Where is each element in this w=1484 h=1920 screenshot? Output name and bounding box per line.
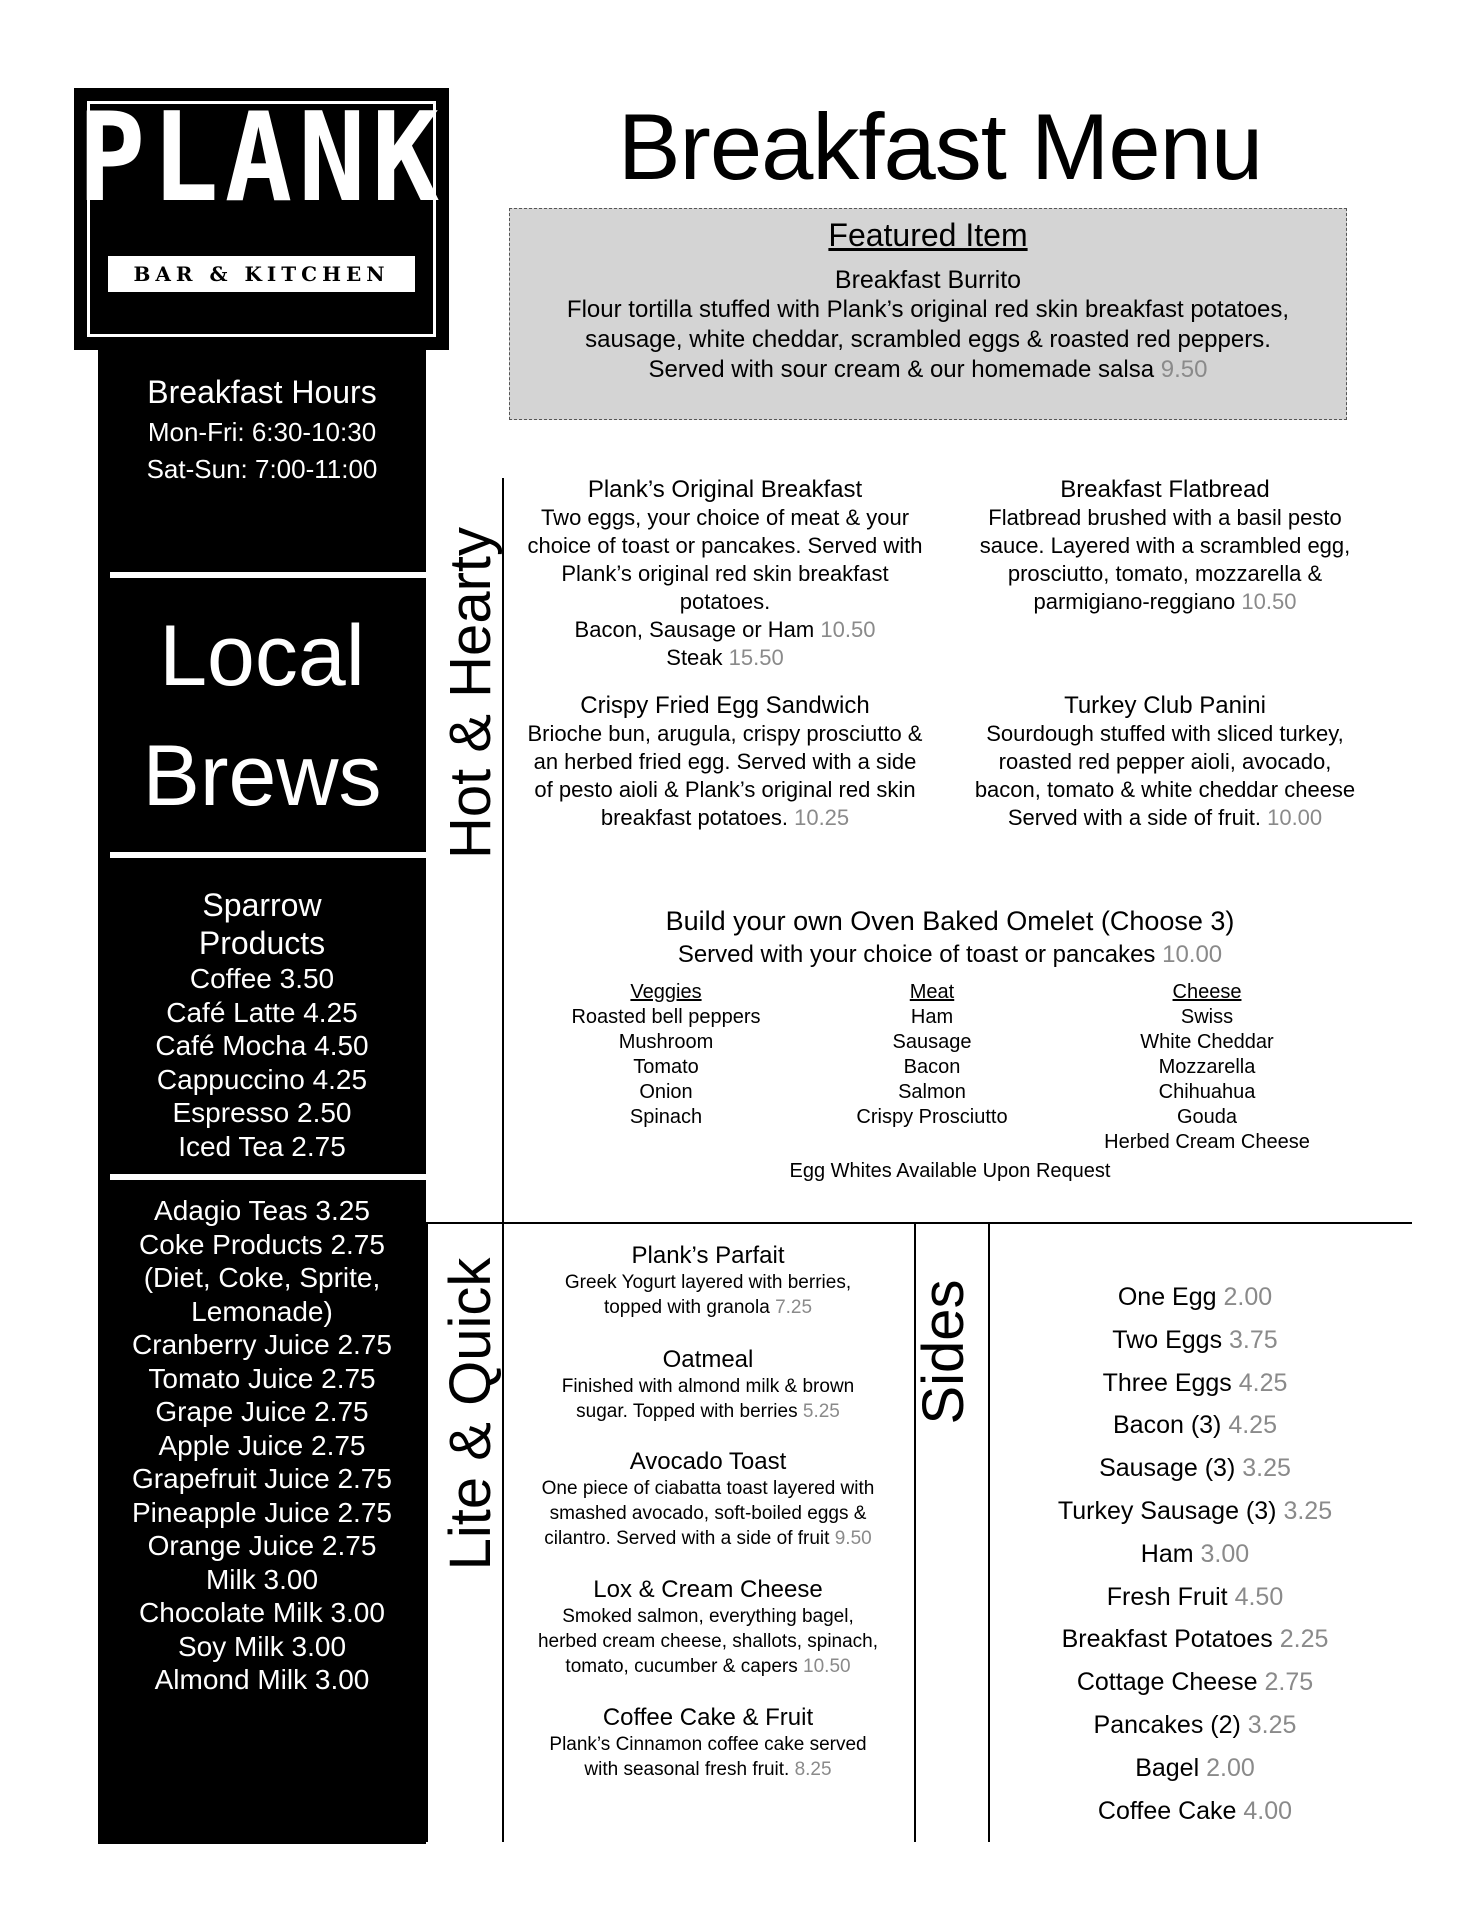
menu-item-name: Lox & Cream Cheese: [593, 1576, 823, 1603]
omelet-column-cheese: [1082, 980, 1332, 1155]
featured-price: 9.50: [1160, 356, 1208, 383]
side-name: Coffee Cake: [1097, 1796, 1237, 1825]
drink-item: Grapefruit Juice 2.75: [132, 1463, 392, 1494]
plank-logo: [74, 88, 449, 350]
menu-item-desc-text: sugar. Topped with berries: [576, 1401, 798, 1422]
option-text: Bacon, Sausage or Ham: [574, 617, 815, 642]
side-price: 4.25: [1238, 1368, 1288, 1397]
menu-item-desc: sauce. Layered with a scrambled egg,: [979, 533, 1351, 558]
menu-item: [950, 692, 1380, 832]
omelet-option: Swiss: [1180, 1006, 1234, 1028]
omelet-option: Mozzarella: [1158, 1056, 1256, 1078]
menu-item-desc: roasted red pepper aioli, avocado,: [998, 749, 1332, 774]
menu-item-price: 10.00: [1267, 805, 1323, 830]
menu-item-desc: [955, 588, 1375, 616]
side-item: [1010, 1362, 1380, 1405]
drink-item: Tomato Juice 2.75: [148, 1362, 376, 1394]
sparrow-products: [98, 886, 426, 1163]
omelet-column-veggies: [541, 980, 791, 1130]
menu-item-price: 10.25: [794, 805, 850, 830]
side-item: [1010, 1576, 1380, 1619]
omelet-option: Onion: [639, 1081, 693, 1103]
menu-item-desc: [508, 1526, 908, 1551]
logo-tagline: BAR & KITCHEN: [108, 256, 415, 292]
menu-item-price: 15.50: [728, 645, 784, 670]
omelet-option: Salmon: [898, 1081, 966, 1103]
featured-desc-line: sausage, white cheddar, scrambled eggs & roasted red peppers.: [585, 326, 1271, 353]
side-item: [1010, 1790, 1380, 1833]
menu-item: [508, 1576, 908, 1679]
side-price: 3.25: [1242, 1454, 1291, 1483]
omelet-section: [510, 906, 1390, 969]
menu-item-price: 8.25: [794, 1759, 832, 1780]
sparrow-title: Products: [198, 925, 326, 961]
section-label-lite-quick: Lite & Quick: [438, 1257, 503, 1571]
menu-item-name: Plank’s Original Breakfast: [587, 476, 863, 503]
menu-item-desc: Brioche bun, arugula, crispy prosciutto &: [527, 721, 923, 746]
sparrow-title: Sparrow: [202, 887, 322, 923]
drink-item: Coke Products 2.75: [139, 1228, 385, 1260]
drink-item: (Diet, Coke, Sprite,: [143, 1262, 381, 1293]
side-price: 3.25: [1247, 1710, 1297, 1739]
menu-item-name: Avocado Toast: [629, 1448, 787, 1475]
omelet-column-heading: Veggies: [630, 981, 702, 1003]
menu-item: [510, 476, 940, 672]
menu-item: [505, 692, 945, 832]
menu-item-desc: Two eggs, your choice of meat & your: [540, 505, 910, 530]
side-price: 2.25: [1279, 1625, 1329, 1654]
menu-item-price: 10.50: [1241, 589, 1297, 614]
omelet-column-meat: [807, 980, 1057, 1130]
drink-item: Café Latte 4.25: [166, 996, 358, 1028]
sidebar-divider: [110, 572, 426, 578]
omelet-price: 10.00: [1162, 941, 1223, 968]
featured-desc-line: [510, 355, 1346, 385]
section-divider-vertical: [426, 1222, 428, 1842]
omelet-option: Bacon: [903, 1056, 961, 1078]
menu-item: [955, 476, 1375, 616]
menu-item-desc: Smoked salmon, everything bagel,: [562, 1606, 854, 1627]
logo-name: PLANK: [77, 86, 446, 230]
side-item: [1010, 1618, 1380, 1661]
sides-list: [1010, 1276, 1380, 1832]
side-item: [1010, 1533, 1380, 1576]
side-item: [1010, 1490, 1380, 1533]
menu-item-desc-text: breakfast potatoes.: [600, 805, 788, 830]
menu-item-desc: potatoes.: [679, 589, 771, 614]
drink-item: Lemonade): [191, 1295, 333, 1327]
side-item: [1010, 1747, 1380, 1790]
menu-item-desc: of pesto aioli & Plank’s original red skin: [534, 777, 916, 802]
menu-item-desc: [505, 804, 945, 832]
side-name: Breakfast Potatoes: [1061, 1625, 1273, 1654]
drink-item: Almond Milk 3.00: [154, 1664, 370, 1695]
drink-item: Soy Milk 3.00: [177, 1630, 347, 1662]
side-name: Two Eggs: [1112, 1325, 1223, 1354]
omelet-option: Ham: [910, 1006, 954, 1028]
side-name: One Egg: [1117, 1283, 1217, 1311]
menu-item-desc: bacon, tomato & white cheddar cheese: [974, 777, 1356, 802]
breakfast-hours: [98, 374, 426, 485]
drink-item: Pineapple Juice 2.75: [132, 1496, 392, 1528]
side-price: 4.25: [1228, 1411, 1277, 1440]
menu-item-desc: prosciutto, tomato, mozzarella &: [1007, 561, 1323, 586]
menu-item-desc: Plank’s original red skin breakfast: [561, 561, 889, 586]
featured-heading: Featured Item: [828, 217, 1028, 253]
side-price: 2.00: [1223, 1283, 1273, 1311]
menu-item-desc: Plank’s Cinnamon coffee cake served: [549, 1734, 867, 1755]
omelet-option: Spinach: [629, 1106, 703, 1128]
side-name: Bacon (3): [1112, 1411, 1222, 1440]
menu-item-name: Turkey Club Panini: [1064, 692, 1266, 719]
menu-item-desc-text: parmigiano-reggiano: [1033, 589, 1236, 614]
menu-item-desc: [508, 1295, 908, 1320]
side-price: 3.00: [1200, 1539, 1250, 1568]
menu-item-option: [510, 644, 940, 672]
side-price: 4.50: [1234, 1582, 1284, 1611]
side-name: Ham: [1140, 1539, 1194, 1568]
drink-item: Milk 3.00: [205, 1563, 319, 1595]
section-label-hot-hearty: Hot & Hearty: [438, 527, 503, 859]
option-text: Steak: [666, 645, 723, 670]
drink-item: Chocolate Milk 3.00: [139, 1597, 385, 1628]
menu-item-option: [510, 616, 940, 644]
drink-item: Grape Juice 2.75: [155, 1396, 369, 1427]
menu-item-desc: an herbed fried egg. Served with a side: [533, 749, 917, 774]
side-item: [1010, 1447, 1380, 1490]
section-divider-horizontal: [426, 1222, 1412, 1224]
featured-desc-line: Flour tortilla stuffed with Plank’s original red skin breakfast potatoes,: [566, 296, 1290, 323]
side-price: 4.00: [1243, 1796, 1293, 1825]
menu-item-desc: Sourdough stuffed with sliced turkey,: [986, 721, 1344, 746]
left-sidebar: [98, 350, 426, 1844]
side-name: Cottage Cheese: [1076, 1668, 1258, 1697]
menu-item-price: 10.50: [820, 617, 876, 642]
menu-item-name: Crispy Fried Egg Sandwich: [580, 692, 870, 719]
omelet-option: Herbed Cream Cheese: [1104, 1131, 1310, 1153]
menu-item-desc: herbed cream cheese, shallots, spinach,: [537, 1631, 879, 1652]
featured-desc-text: Served with sour cream & our homemade salsa: [648, 356, 1155, 383]
omelet-subtitle-text: Served with your choice of toast or pancakes: [677, 941, 1156, 968]
omelet-option: Gouda: [1176, 1106, 1238, 1128]
omelet-column-heading: Cheese: [1172, 981, 1242, 1003]
drink-item: Apple Juice 2.75: [158, 1429, 366, 1461]
side-name: Pancakes (2): [1093, 1710, 1241, 1739]
drink-item: Coffee 3.50: [189, 963, 335, 994]
drink-item: Iced Tea 2.75: [178, 1130, 346, 1162]
side-price: 2.75: [1264, 1668, 1314, 1697]
section-label-sides: Sides: [911, 1279, 976, 1425]
hours-weekday: Mon-Fri: 6:30-10:30: [147, 417, 377, 447]
sidebar-divider: [110, 852, 426, 858]
menu-item-desc: smashed avocado, soft-boiled eggs &: [549, 1503, 867, 1524]
side-price: 2.00: [1206, 1753, 1255, 1782]
local-brews-line-2: Brews: [142, 728, 382, 824]
omelet-option: White Cheddar: [1140, 1031, 1274, 1053]
side-item: [1010, 1661, 1380, 1704]
section-divider-vertical: [988, 1222, 990, 1842]
drink-item: Cappuccino 4.25: [156, 1063, 368, 1095]
omelet-option: Crispy Prosciutto: [856, 1106, 1008, 1128]
sidebar-divider: [110, 1174, 426, 1180]
menu-item-desc: Finished with almond milk & brown: [561, 1376, 855, 1397]
drink-item: Orange Juice 2.75: [147, 1530, 377, 1561]
side-item: [1010, 1276, 1380, 1319]
page-title: Breakfast Menu: [617, 94, 1263, 199]
menu-item-name: Plank’s Parfait: [631, 1242, 785, 1269]
side-item: [1010, 1704, 1380, 1747]
menu-item: [508, 1448, 908, 1551]
local-brews-line-1: Local: [159, 608, 365, 704]
featured-name: Breakfast Burrito: [834, 266, 1022, 294]
beverages-list: [98, 1194, 426, 1697]
menu-item-desc: Greek Yogurt layered with berries,: [564, 1272, 852, 1293]
menu-item: [508, 1704, 908, 1782]
omelet-title: Build your own Oven Baked Omelet (Choose 3): [665, 906, 1235, 936]
menu-item-price: 9.50: [834, 1528, 872, 1549]
side-name: Bagel: [1135, 1753, 1200, 1782]
menu-item-desc: [508, 1757, 908, 1782]
menu-item-desc: [950, 804, 1380, 832]
drink-item: Café Mocha 4.50: [155, 1030, 369, 1061]
menu-item-desc-text: tomato, cucumber & capers: [565, 1656, 798, 1677]
omelet-option: Roasted bell peppers: [571, 1006, 761, 1028]
menu-item-desc-text: cilantro. Served with a side of fruit: [544, 1528, 830, 1549]
side-price: 3.75: [1229, 1325, 1278, 1354]
menu-item-name: Oatmeal: [662, 1346, 754, 1373]
egg-whites-note: Egg Whites Available Upon Request: [789, 1160, 1111, 1182]
side-name: Fresh Fruit: [1106, 1582, 1228, 1611]
side-name: Three Eggs: [1102, 1368, 1232, 1397]
menu-item-price: 10.50: [803, 1656, 851, 1677]
local-brews: [98, 596, 426, 836]
menu-item-desc-text: with seasonal fresh fruit.: [584, 1759, 790, 1780]
menu-item: [508, 1346, 908, 1424]
side-item: [1010, 1404, 1380, 1447]
menu-item-name: Breakfast Flatbread: [1060, 476, 1270, 503]
omelet-option: Tomato: [633, 1056, 699, 1078]
menu-item-desc-text: topped with granola: [603, 1297, 770, 1318]
omelet-option: Mushroom: [618, 1031, 714, 1053]
menu-item-desc: [508, 1399, 908, 1424]
omelet-option: Chihuahua: [1158, 1081, 1256, 1103]
side-name: Turkey Sausage (3): [1057, 1496, 1277, 1525]
side-price: 3.25: [1283, 1496, 1333, 1525]
hours-title: Breakfast Hours: [147, 374, 377, 410]
menu-item-name: Coffee Cake & Fruit: [602, 1704, 814, 1731]
menu-item-desc: choice of toast or pancakes. Served with: [527, 533, 923, 558]
omelet-column-heading: Meat: [909, 981, 955, 1003]
menu-item-desc: One piece of ciabatta toast layered with: [541, 1478, 875, 1499]
menu-item-price: 5.25: [802, 1401, 840, 1422]
side-name: Sausage (3): [1099, 1454, 1236, 1483]
side-item: [1010, 1319, 1380, 1362]
menu-item-price: 7.25: [775, 1297, 813, 1318]
menu-item-desc: Flatbread brushed with a basil pesto: [988, 505, 1342, 530]
hours-weekend: Sat-Sun: 7:00-11:00: [146, 454, 378, 484]
drink-item: Cranberry Juice 2.75: [132, 1329, 392, 1360]
menu-item-desc-text: Served with a side of fruit.: [1007, 805, 1261, 830]
menu-item-desc: [508, 1654, 908, 1679]
drink-item: Adagio Teas 3.25: [154, 1195, 370, 1226]
omelet-option: Sausage: [892, 1031, 972, 1053]
menu-item: [508, 1242, 908, 1320]
drink-item: Espresso 2.50: [172, 1097, 352, 1128]
featured-box: [509, 208, 1347, 420]
omelet-subtitle: [510, 941, 1390, 969]
